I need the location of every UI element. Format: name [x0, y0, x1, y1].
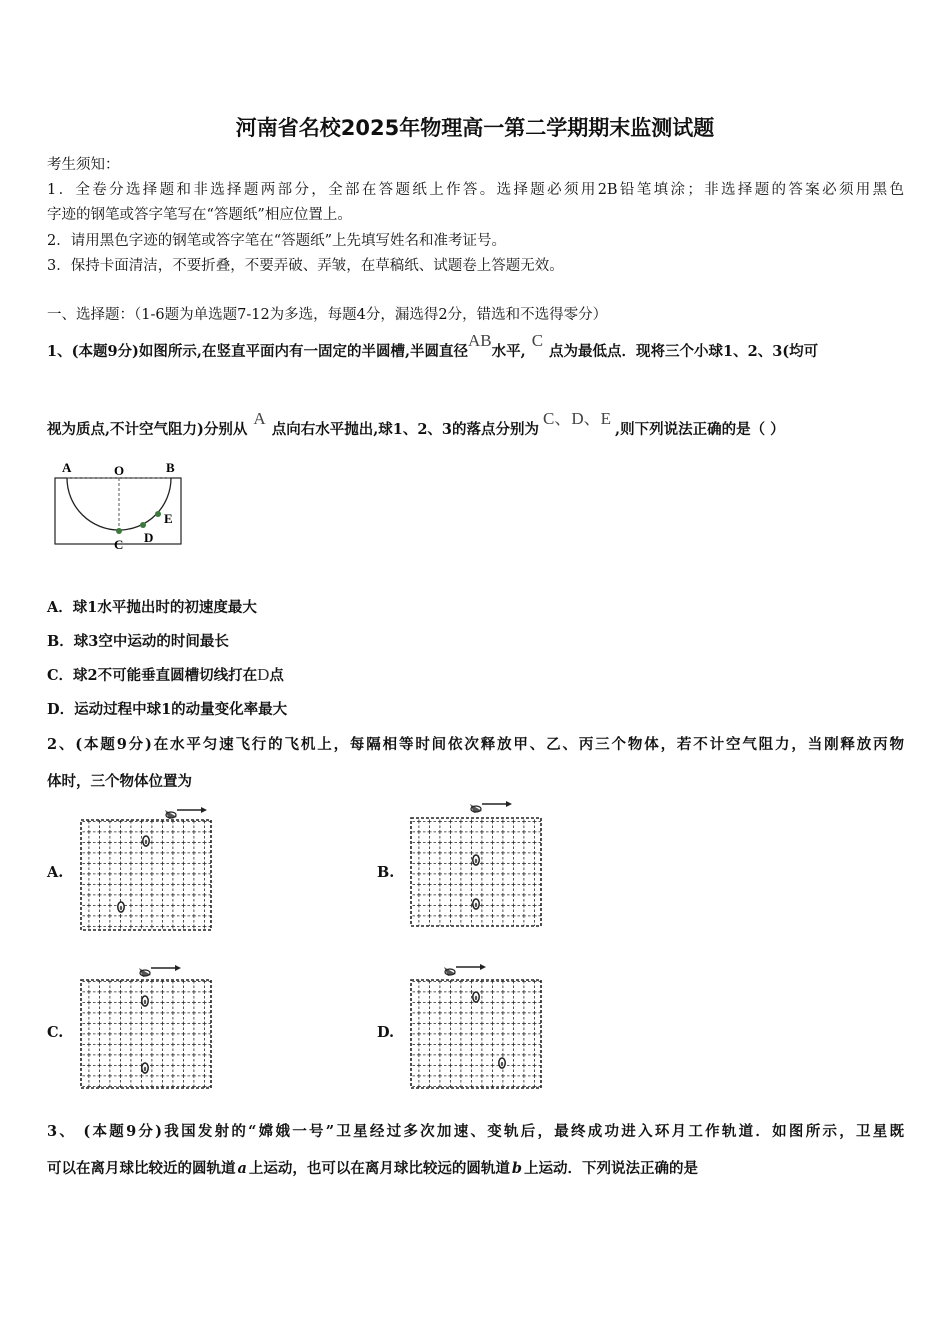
- q1-option-c-text: C．球2不可能垂直圆槽切线打在: [47, 667, 258, 684]
- fig1-label-e: E: [164, 511, 173, 526]
- q1-line-1: [47, 331, 819, 361]
- q3-text-2: 上运动，也可以在离月球比较远的圆轨道: [248, 1160, 510, 1177]
- q3-orbit-a: a: [237, 1160, 247, 1177]
- q2-line-1: 2、(本题9分)在水平匀速飞行的飞机上，每隔相等时间依次释放甲、乙、丙三个物体，若不计空气阻力，当刚释放丙物: [47, 736, 904, 753]
- q1-text-4: 视为质点,不计空气阻力)分别从: [47, 421, 248, 438]
- q1-symbol-ab: AB: [468, 331, 492, 350]
- q1-text-5: 点向右水平抛出,球1、2、3的落点分别为: [271, 421, 540, 438]
- fig1-label-d: D: [144, 530, 154, 545]
- q3-line-1: 3、 (本题9分)我国发射的“嫦娥一号”卫星经过多次加速、变轨后，最终成功进入环月工作轨道．如图所示，卫星既: [47, 1123, 904, 1140]
- notice-item-1: 1．全卷分选择题和非选择题两部分，全部在答题纸上作答。选择题必须用2B铅笔填涂；非选择题的答案必须用黑色: [47, 182, 904, 198]
- fig1-label-c: C: [114, 537, 124, 552]
- q1-line-2: [47, 409, 785, 439]
- notice-item-1-cont: 字迹的钢笔或答字笔写在“答题纸”相应位置上。: [47, 207, 352, 223]
- q1-option-c-end: 点: [269, 667, 284, 684]
- semicircle-groove-figure: [50, 458, 190, 553]
- q2-option-a-figure: [78, 800, 216, 934]
- q1-symbol-a: A: [253, 409, 266, 428]
- section-heading: 一、选择题：（1-6题为单选题7-12为多选，每题4分，漏选得2分，错选和不选得零分）: [47, 307, 608, 323]
- q1-text-3: 点为最低点．现将三个小球1、2、3(均可: [549, 343, 819, 360]
- q2-option-c-label: C.: [47, 1024, 64, 1041]
- q2-option-d-figure: [408, 960, 546, 1094]
- q1-option-a: A．球1水平抛出时的初速度最大: [47, 599, 257, 616]
- q2-option-c-figure: [78, 960, 216, 1094]
- q1-text-2: 水平,: [491, 343, 526, 360]
- q1-option-b: B．球3空中运动的时间最长: [47, 633, 229, 650]
- fig1-label-a: A: [62, 460, 72, 475]
- q1-symbol-cde: C、D、E: [543, 409, 612, 428]
- q3-text-1: 可以在离月球比较近的圆轨道: [47, 1160, 236, 1177]
- q2-line-2: 体时，三个物体位置为: [47, 773, 192, 790]
- q2-option-d-label: D.: [377, 1024, 395, 1041]
- notice-item-3: 3．保持卡面清洁，不要折叠，不要弄破、弄皱，在草稿纸、试题卷上答题无效。: [47, 258, 564, 274]
- page-title: 河南省名校2025年物理高一第二学期期末监测试题: [235, 116, 715, 140]
- q1-symbol-c: C: [531, 331, 544, 350]
- q1-text-1: 1、(本题9分)如图所示,在竖直平面内有一固定的半圆槽,半圆直径: [47, 343, 468, 360]
- q2-option-a-label: A.: [47, 864, 64, 881]
- q1-option-c-symbol: D: [257, 665, 270, 684]
- q3-orbit-b: b: [511, 1160, 523, 1177]
- q1-option-d: D．运动过程中球1的动量变化率最大: [47, 701, 288, 718]
- notice-heading: 考生须知：: [47, 157, 120, 173]
- q1-option-c: [47, 664, 284, 685]
- notice-item-2: 2．请用黑色字迹的钢笔或答字笔在“答题纸”上先填写姓名和准考证号。: [47, 233, 507, 249]
- fig1-label-o: O: [114, 463, 125, 478]
- q2-option-b-label: B.: [377, 864, 395, 881]
- q2-option-b-figure: [408, 800, 546, 934]
- q3-text-3: 上运动．下列说法正确的是: [524, 1160, 699, 1177]
- fig1-label-b: B: [166, 460, 175, 475]
- q1-text-6: ,则下列说法正确的是（ ）: [615, 421, 785, 438]
- q3-line-2: [47, 1157, 698, 1178]
